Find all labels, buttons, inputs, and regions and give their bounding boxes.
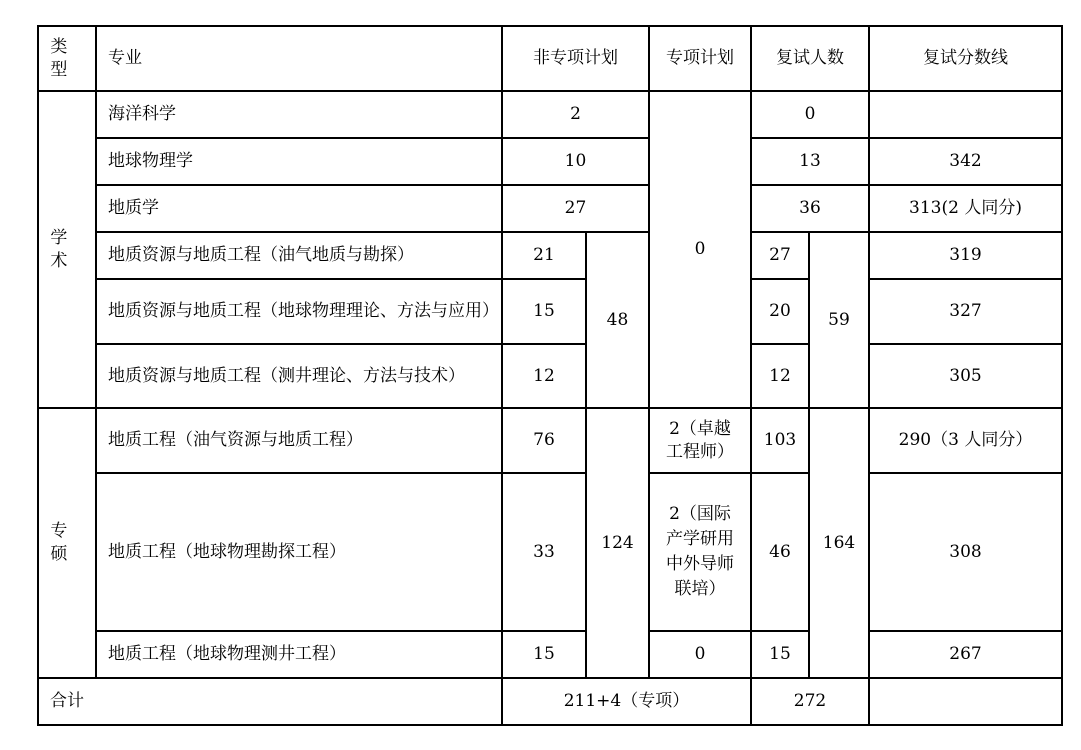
non-special-cell: 2 xyxy=(502,91,649,138)
retest-cell: 27 xyxy=(751,232,809,279)
table-row xyxy=(38,344,1062,408)
header-row xyxy=(38,26,1062,91)
retest-cell: 36 xyxy=(751,185,869,232)
major-cell: 地质学 xyxy=(96,185,502,232)
total-row xyxy=(38,678,1062,725)
score-cell: 342 xyxy=(869,138,1062,185)
major-cell: 地质工程（地球物理勘探工程） xyxy=(96,473,502,631)
table-row xyxy=(38,631,1062,678)
major-cell: 海洋科学 xyxy=(96,91,502,138)
total-score xyxy=(869,678,1062,725)
score-cell: 290（3 人同分） xyxy=(869,408,1062,473)
non-special-cell: 12 xyxy=(502,344,586,408)
non-special-cell: 27 xyxy=(502,185,649,232)
total-plan: 211+4（专项） xyxy=(502,678,751,725)
score-cell: 327 xyxy=(869,279,1062,344)
score-cell: 313(2 人同分) xyxy=(869,185,1062,232)
header-non-special-plan: 非专项计划 xyxy=(502,26,649,91)
table-row xyxy=(38,408,1062,473)
non-special-cell: 15 xyxy=(502,631,586,678)
header-score-line: 复试分数线 xyxy=(869,26,1062,91)
prof-non-special-total: 124 xyxy=(586,408,649,678)
retest-cell: 13 xyxy=(751,138,869,185)
non-special-cell: 33 xyxy=(502,473,586,631)
header-major: 专业 xyxy=(96,26,502,91)
retest-cell: 15 xyxy=(751,631,809,678)
geo-eng-non-special-total: 48 xyxy=(586,232,649,408)
special-cell: 0 xyxy=(649,631,751,678)
header-retest-count: 复试人数 xyxy=(751,26,869,91)
prof-retest-total: 164 xyxy=(809,408,869,678)
major-cell: 地质工程（油气资源与地质工程） xyxy=(96,408,502,473)
major-cell: 地质资源与地质工程（测井理论、方法与技术） xyxy=(96,344,502,408)
score-cell: 319 xyxy=(869,232,1062,279)
academic-special-merged: 0 xyxy=(649,91,751,408)
admission-table xyxy=(37,25,1063,726)
group-professional: 专硕 xyxy=(38,408,96,678)
major-cell: 地球物理学 xyxy=(96,138,502,185)
table-row xyxy=(38,138,1062,185)
non-special-cell: 15 xyxy=(502,279,586,344)
header-type: 类型 xyxy=(38,26,96,91)
special-cell: 2（国际产学研用中外导师联培） xyxy=(649,473,751,631)
total-label: 合计 xyxy=(38,678,502,725)
table-row xyxy=(38,91,1062,138)
retest-cell: 0 xyxy=(751,91,869,138)
header-special-plan: 专项计划 xyxy=(649,26,751,91)
non-special-cell: 21 xyxy=(502,232,586,279)
retest-cell: 103 xyxy=(751,408,809,473)
retest-cell: 46 xyxy=(751,473,809,631)
non-special-cell: 76 xyxy=(502,408,586,473)
table-row xyxy=(38,473,1062,631)
retest-cell: 20 xyxy=(751,279,809,344)
table-row xyxy=(38,279,1062,344)
non-special-cell: 10 xyxy=(502,138,649,185)
major-cell: 地质资源与地质工程（油气地质与勘探） xyxy=(96,232,502,279)
major-cell: 地质资源与地质工程（地球物理理论、方法与应用） xyxy=(96,279,502,344)
total-retest: 272 xyxy=(751,678,869,725)
score-cell xyxy=(869,91,1062,138)
geo-eng-retest-total: 59 xyxy=(809,232,869,408)
score-cell: 308 xyxy=(869,473,1062,631)
special-cell: 2（卓越工程师） xyxy=(649,408,751,473)
group-academic: 学术 xyxy=(38,91,96,408)
retest-cell: 12 xyxy=(751,344,809,408)
major-cell: 地质工程（地球物理测井工程） xyxy=(96,631,502,678)
table-row xyxy=(38,232,1062,279)
score-cell: 267 xyxy=(869,631,1062,678)
score-cell: 305 xyxy=(869,344,1062,408)
table-row xyxy=(38,185,1062,232)
